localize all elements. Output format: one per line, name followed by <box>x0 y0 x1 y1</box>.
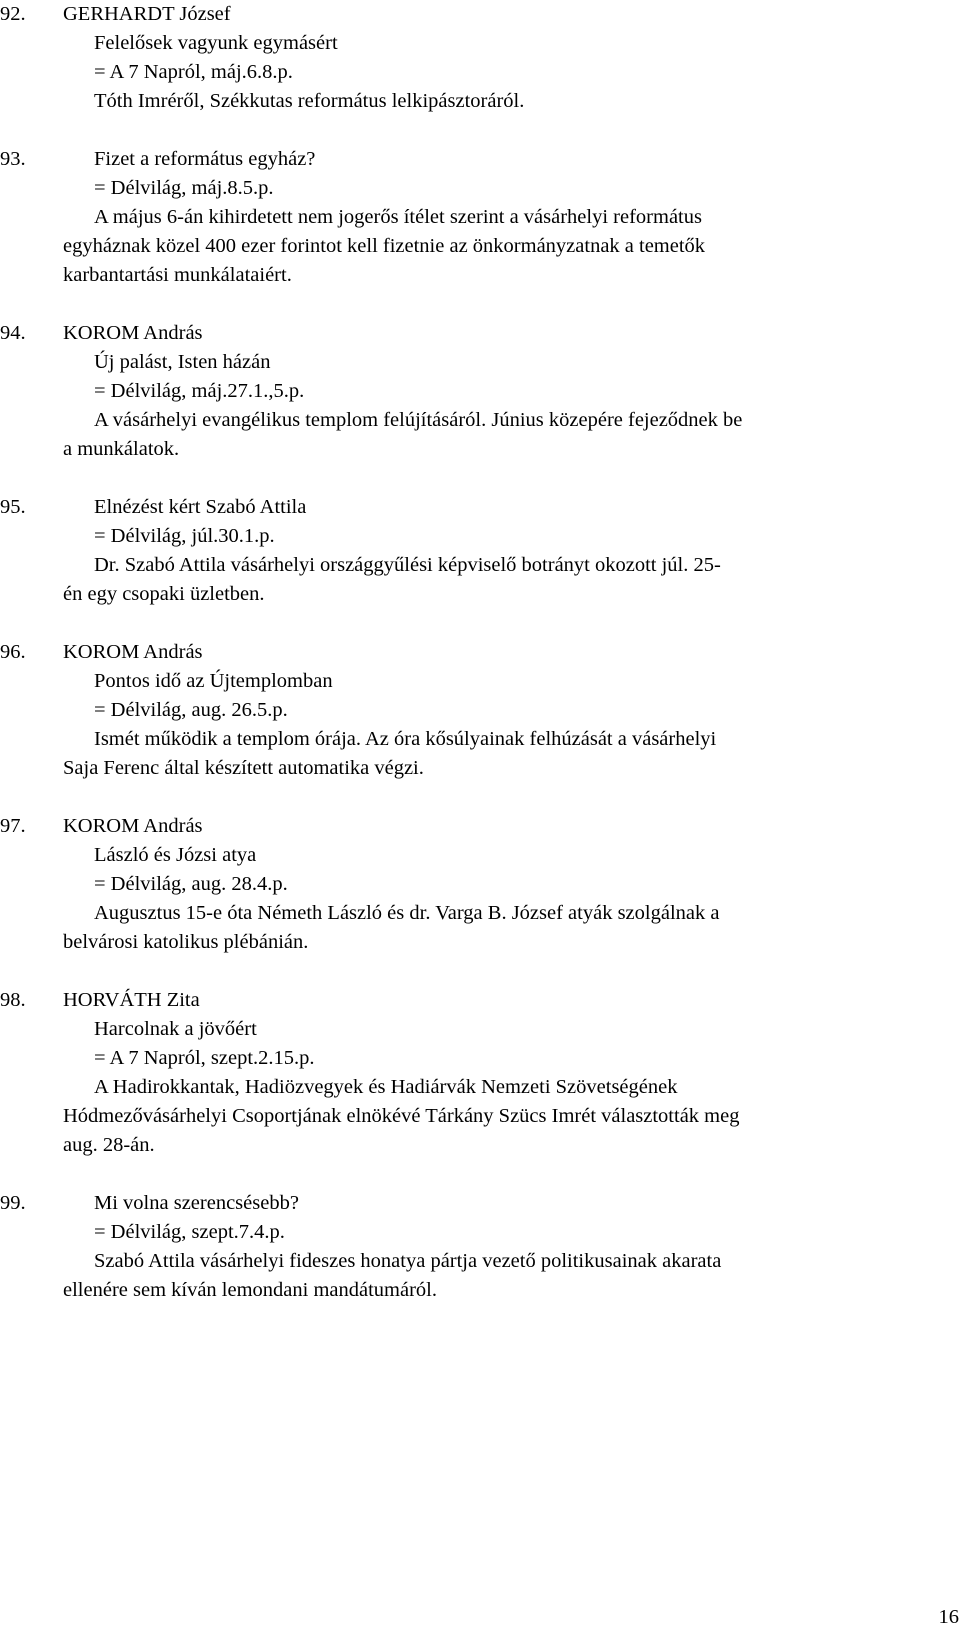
entry-line: karbantartási munkálataiért. <box>63 264 292 286</box>
entry-number: 95. <box>0 496 26 518</box>
entry-line: aug. 28-án. <box>63 1134 155 1156</box>
entry-line: = Délvilág, máj.27.1.,5.p. <box>94 380 305 402</box>
entry-line: Fizet a református egyház? <box>94 148 316 170</box>
entry-line: Új palást, Isten házán <box>94 351 271 373</box>
entry-line: GERHARDT József <box>63 3 231 25</box>
entry-line: KOROM András <box>63 815 203 837</box>
entry-number: 96. <box>0 641 26 663</box>
entry-line: Saja Ferenc által készített automatika végzi. <box>63 757 424 779</box>
entry-line: Ismét működik a templom órája. Az óra kősúlyainak felhúzását a vásárhelyi <box>94 728 717 750</box>
entry-line: HORVÁTH Zita <box>63 989 200 1011</box>
entry-line: ellenére sem kíván lemondani mandátumáról. <box>63 1279 437 1301</box>
entry-line: = Délvilág, aug. 28.4.p. <box>94 873 288 895</box>
entry-line: Szabó Attila vásárhelyi fideszes honatya pártja vezető politikusainak akarata <box>94 1250 722 1272</box>
entry-line: Tóth Imréről, Székkutas református lelkipásztoráról. <box>94 90 525 112</box>
entry-line: Elnézést kért Szabó Attila <box>94 496 307 518</box>
entry-number: 98. <box>0 989 26 1011</box>
page-number: 16 <box>938 1606 959 1628</box>
entry-line: belvárosi katolikus plébánián. <box>63 931 309 953</box>
entry-line: A Hadirokkantak, Hadiözvegyek és Hadiárvák Nemzeti Szövetségének <box>94 1076 678 1098</box>
entry-line: Mi volna szerencsésebb? <box>94 1192 299 1214</box>
entry-line: A május 6-án kihirdetett nem jogerős ítélet szerint a vásárhelyi református <box>94 206 702 228</box>
entry-line: Hódmezővásárhelyi Csoportjának elnökévé Tárkány Szücs Imrét választották meg <box>63 1105 740 1127</box>
entry-number: 94. <box>0 322 26 344</box>
entry-number: 93. <box>0 148 26 170</box>
entry-line: = Délvilág, júl.30.1.p. <box>94 525 275 547</box>
entry-line: KOROM András <box>63 322 203 344</box>
entry-line: = A 7 Napról, máj.6.8.p. <box>94 61 293 83</box>
entry-line: a munkálatok. <box>63 438 180 460</box>
entry-line: = Délvilág, szept.7.4.p. <box>94 1221 285 1243</box>
entry-line: = A 7 Napról, szept.2.15.p. <box>94 1047 315 1069</box>
entry-number: 92. <box>0 3 26 25</box>
entry-line: Harcolnak a jövőért <box>94 1018 257 1040</box>
entry-line: Felelősek vagyunk egymásért <box>94 32 338 54</box>
entry-line: Augusztus 15-e óta Németh László és dr. Varga B. József atyák szolgálnak a <box>94 902 720 924</box>
entry-number: 99. <box>0 1192 26 1214</box>
entry-line: Pontos idő az Újtemplomban <box>94 670 333 692</box>
entry-line: egyháznak közel 400 ezer forintot kell fizetnie az önkormányzatnak a temetők <box>63 235 706 257</box>
entry-line: Dr. Szabó Attila vásárhelyi országgyűlési képviselő botrányt okozott júl. 25- <box>94 554 721 576</box>
entry-line: én egy csopaki üzletben. <box>63 583 265 605</box>
entry-number: 97. <box>0 815 26 837</box>
entry-line: László és Józsi atya <box>94 844 257 866</box>
entry-line: = Délvilág, máj.8.5.p. <box>94 177 274 199</box>
entry-line: KOROM András <box>63 641 203 663</box>
entry-line: = Délvilág, aug. 26.5.p. <box>94 699 288 721</box>
entry-line: A vásárhelyi evangélikus templom felújításáról. Június közepére fejeződnek be <box>94 409 743 431</box>
